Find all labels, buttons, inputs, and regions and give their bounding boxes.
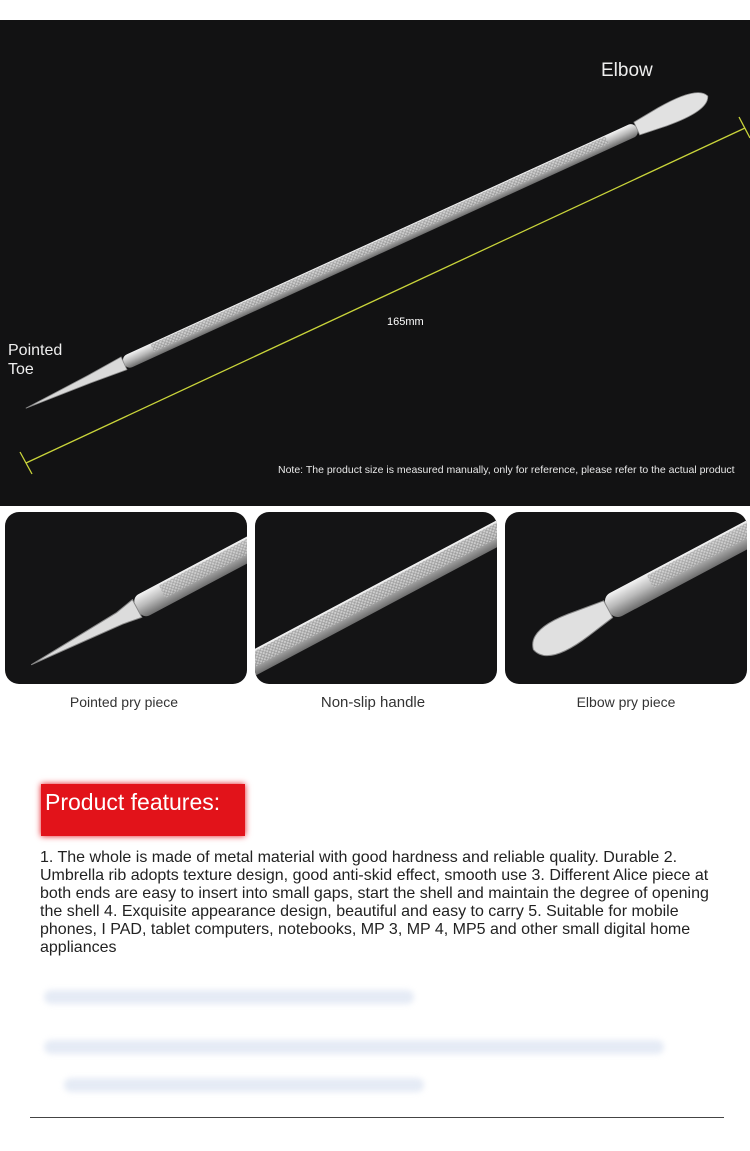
pry-tool-illustration <box>0 20 750 506</box>
hero-product-image <box>0 20 750 506</box>
thumbnail-pointed-pry-piece <box>5 512 247 684</box>
features-title: Product features: <box>41 784 245 836</box>
blurred-text-decoration <box>44 1040 664 1054</box>
blurred-text-decoration <box>44 990 414 1004</box>
features-description: 1. The whole is made of metal material with good hardness and reliable quality. Durable 2. Umbrella rib adopts texture design, good anti-skid effect, smooth use 3. Different Alice piece at both ends are easy to insert into small gaps, start the shell and maintain the degree of opening the shell 4. Exquisite appearance design, beautiful and easy to carry 5. Suitable for mobile phones, I PAD, tablet computers, notebooks, MP 3, MP 4, MP5 and other small digital home appliances <box>40 849 709 956</box>
caption-elbow-pry-piece: Elbow pry piece <box>576 694 676 710</box>
thumbnail-elbow-pry-piece <box>505 512 747 684</box>
pointed-toe-label: Pointed Toe <box>8 342 63 378</box>
handle-closeup <box>255 512 497 684</box>
pry-tool <box>21 86 712 418</box>
pointed-tip-closeup <box>5 512 247 684</box>
size-label: 165mm <box>387 316 424 328</box>
measurement-note: Note: The product size is measured manually, only for reference, please refer to the actual product <box>278 464 735 476</box>
elbow-tip-closeup <box>505 512 747 684</box>
measurement-line <box>26 128 745 463</box>
thumbnail-non-slip-handle <box>255 512 497 684</box>
bottom-divider <box>30 1117 724 1118</box>
caption-pointed-pry-piece: Pointed pry piece <box>69 694 179 710</box>
elbow-label: Elbow <box>601 60 653 81</box>
caption-non-slip-handle: Non-slip handle <box>320 694 426 711</box>
blurred-text-decoration <box>64 1078 424 1092</box>
detail-thumbnails <box>0 512 750 712</box>
